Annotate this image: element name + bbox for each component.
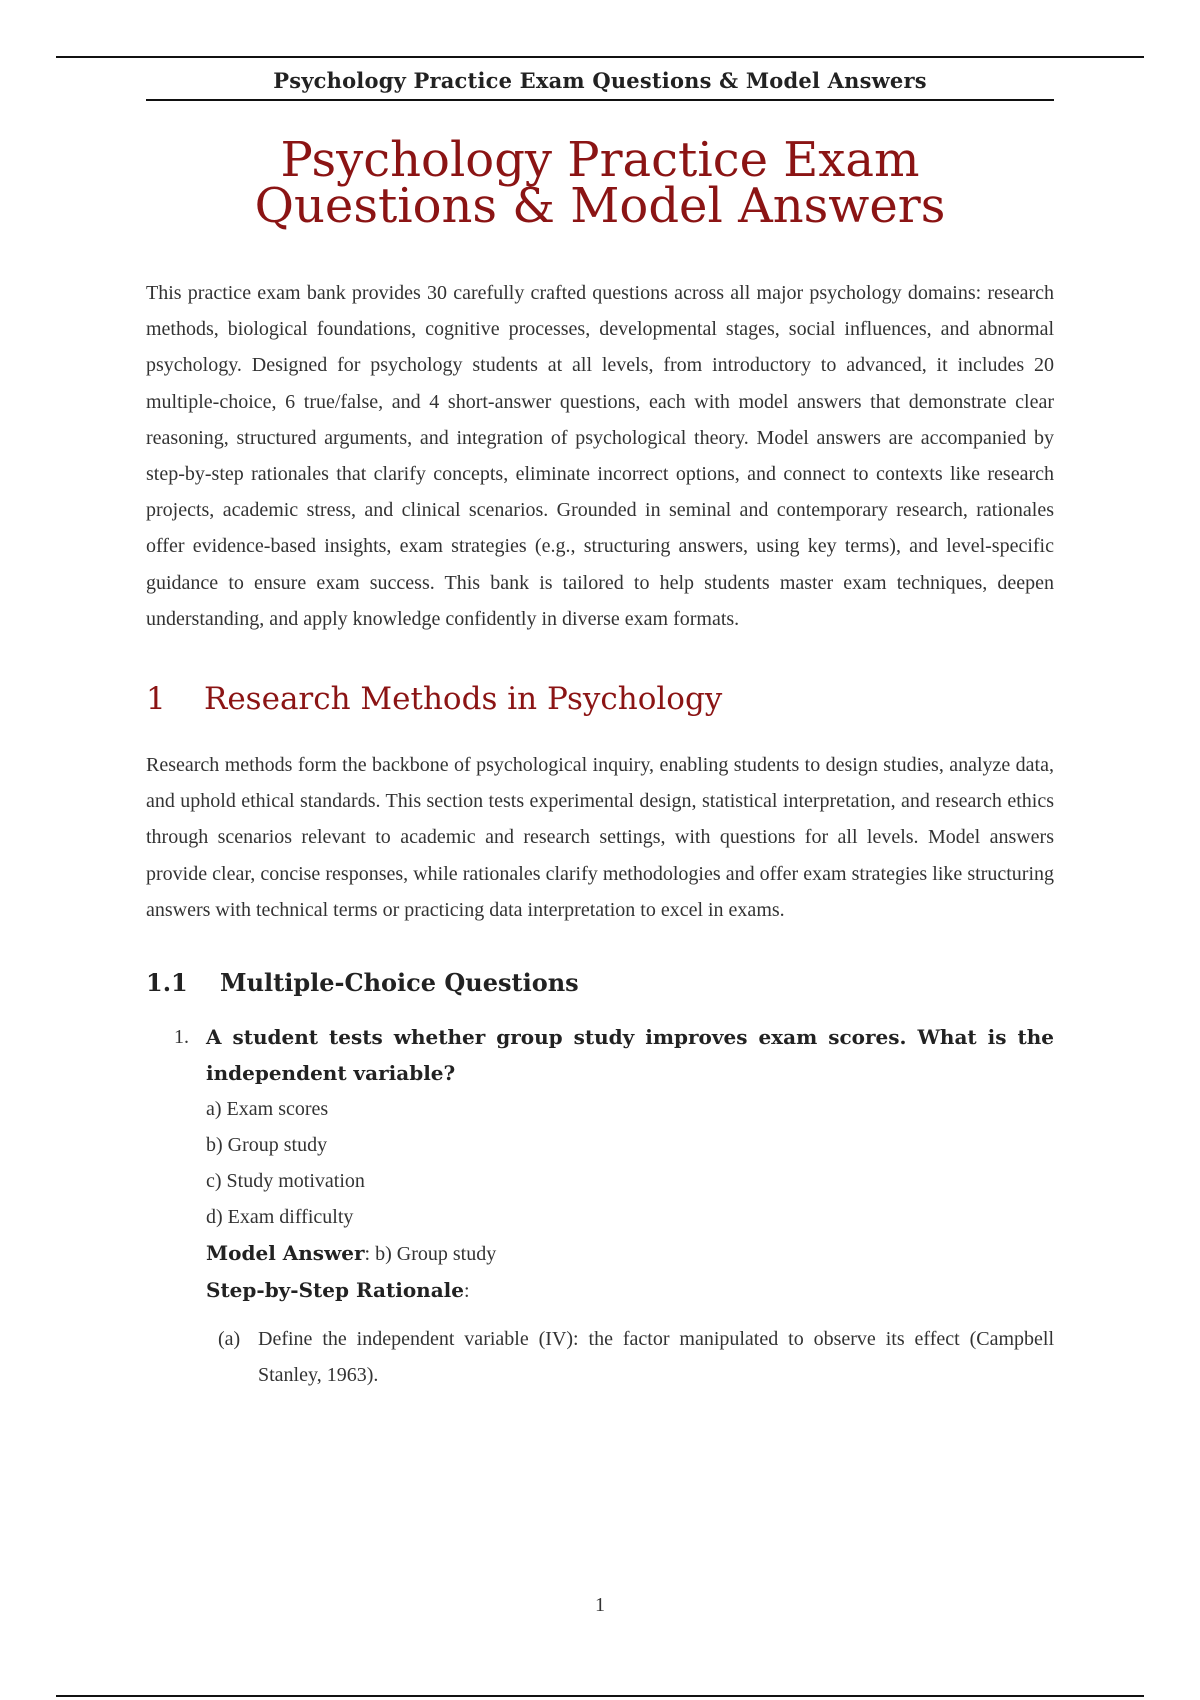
document-title-line-2: Questions & Model Answers xyxy=(254,178,946,234)
question-text: A student tests whether group study improves exam scores. What is the independent variable? xyxy=(206,1025,1054,1086)
running-header: Psychology Practice Exam Questions & Model Answers xyxy=(146,60,1054,101)
rationale-item-text: Define the independent variable (IV): the factor manipulated to observe its effect (Campbell Stanley, 1963). xyxy=(258,1328,1054,1387)
rationale-heading xyxy=(206,1272,1054,1309)
page-number: 1 xyxy=(595,1594,605,1616)
section-intro-paragraph: Research methods form the backbone of psychological inquiry, enabling students to design studies, analyze data, and uphold ethical standards. This section tests experimental design, statistical interpretation, and research ethics through scenarios relevant to academic and research settings, with questions for all levels. Model answers provide clear, concise responses, while rationales clarify methodologies and offer exam strategies like structuring answers with technical terms or practicing data interpretation to excel in exams. xyxy=(146,754,1054,921)
answer-option-a: a) Exam scores xyxy=(206,1098,329,1121)
bottom-page-rule xyxy=(56,1695,1144,1697)
document-title-line-1: Psychology Practice Exam xyxy=(280,132,920,188)
rationale-colon: : xyxy=(464,1280,470,1303)
question-number: 1. xyxy=(174,1026,189,1049)
model-answer-value: : b) Group study xyxy=(364,1243,497,1266)
top-page-rule xyxy=(56,56,1144,58)
rationale-label: Step-by-Step Rationale xyxy=(206,1278,464,1303)
answer-option-c: c) Study motivation xyxy=(206,1170,365,1193)
rationale-item xyxy=(218,1321,1054,1393)
question-item xyxy=(146,1019,1054,1393)
model-answer-label: Model Answer xyxy=(206,1241,365,1266)
answer-option-b: b) Group study xyxy=(206,1134,328,1157)
model-answer xyxy=(206,1235,1054,1272)
section-heading xyxy=(146,681,1054,717)
section-number: 1 xyxy=(146,681,166,718)
document-page xyxy=(146,60,1054,1393)
answer-option-d: d) Exam difficulty xyxy=(206,1206,354,1229)
rationale-item-label: (a) xyxy=(218,1328,241,1351)
subsection-number: 1.1 xyxy=(146,968,188,998)
subsection-heading xyxy=(146,968,1054,997)
rationale-list xyxy=(206,1321,1054,1393)
intro-paragraph: This practice exam bank provides 30 carefully crafted questions across all major psychology domains: research methods, biological foundations, cognitive processes, developmental stages, social influences, and abnormal psychology. Designed for psychology students at all levels, from introductory to advanced, it includes 20 multiple-choice, 6 true/false, and 4 short-answer questions, each with model answers that demonstrate clear reasoning, structured arguments, and integration of psychological theory. Model answers are accompanied by step-by-step rationales that clarify concepts, eliminate incorrect options, and connect to contexts like research projects, academic stress, and clinical scenarios. Grounded in seminal and contemporary research, rationales offer evidence-based insights, exam strategies (e.g., structuring answers, using key terms), and level-specific guidance to ensure exam success. This bank is tailored to help students master exam techniques, deepen understanding, and apply knowledge confidently in diverse exam formats. xyxy=(146,282,1054,630)
subsection-title: Multiple-Choice Questions xyxy=(220,968,579,998)
document-title xyxy=(146,132,1054,234)
section-title: Research Methods in Psychology xyxy=(204,681,723,718)
